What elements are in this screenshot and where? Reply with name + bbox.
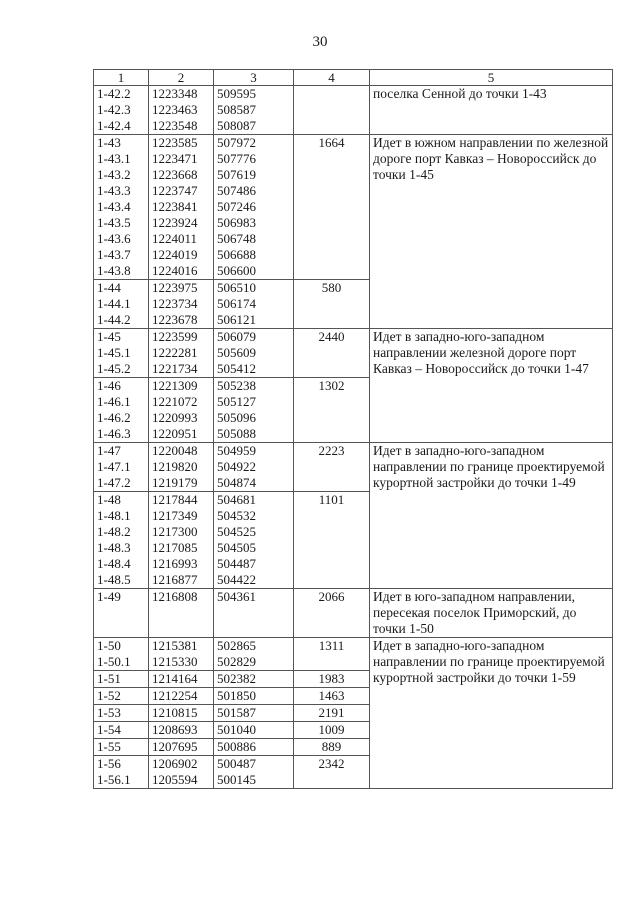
x-coordinate-cell	[149, 86, 214, 135]
x-coordinate-cell-value: 1216808	[152, 589, 198, 604]
y-coordinate-cell	[214, 443, 294, 492]
length-cell	[294, 589, 370, 638]
length-cell-value: 1664	[318, 135, 345, 150]
length-cell-value: 1311	[318, 638, 345, 653]
x-coordinate-cell-value: 1219820	[152, 459, 198, 474]
table-row	[94, 443, 613, 492]
point-id-cell-value: 1-43.2	[97, 167, 131, 182]
x-coordinate-cell-value: 1222281	[152, 345, 198, 360]
length-cell	[294, 280, 370, 329]
y-coordinate-cell	[214, 280, 294, 329]
y-coordinate-cell-value: 504532	[217, 508, 256, 523]
point-id-cell-value: 1-46.2	[97, 410, 131, 425]
y-coordinate-cell-value: 508587	[217, 102, 256, 117]
x-coordinate-cell-value: 1220048	[152, 443, 198, 458]
point-id-cell	[94, 638, 149, 671]
point-id-cell-value: 1-50	[97, 638, 121, 653]
point-id-cell	[94, 705, 149, 722]
y-coordinate-cell-value: 502865	[217, 638, 256, 653]
y-coordinate-cell-value: 504505	[217, 540, 256, 555]
point-id-cell	[94, 492, 149, 589]
y-coordinate-cell	[214, 688, 294, 705]
y-coordinate-cell-value: 506510	[217, 280, 256, 295]
y-coordinate-cell-value: 507972	[217, 135, 256, 150]
y-coordinate-cell-value: 500145	[217, 772, 256, 787]
point-id-cell-value: 1-48.4	[97, 556, 131, 571]
point-id-cell-value: 1-42.2	[97, 86, 131, 101]
x-coordinate-cell-value: 1215381	[152, 638, 198, 653]
x-coordinate-cell-value: 1217844	[152, 492, 198, 507]
y-coordinate-cell-value: 506688	[217, 247, 256, 262]
y-coordinate-cell	[214, 671, 294, 688]
point-id-cell-value: 1-47	[97, 443, 121, 458]
description-cell: Идет в западно-юго-западном направлении по границе проектируемой курортной застройки до точки 1-59	[370, 638, 613, 789]
length-cell	[294, 705, 370, 722]
y-coordinate-cell-value: 506600	[217, 263, 256, 278]
point-id-cell	[94, 688, 149, 705]
point-id-cell-value: 1-47.2	[97, 475, 131, 490]
point-id-cell-value: 1-48.3	[97, 540, 131, 555]
x-coordinate-cell-value: 1207695	[152, 739, 198, 754]
point-id-cell-value: 1-42.3	[97, 102, 131, 117]
x-coordinate-cell	[149, 329, 214, 378]
x-coordinate-cell	[149, 756, 214, 789]
point-id-cell-value: 1-43.3	[97, 183, 131, 198]
x-coordinate-cell-value: 1220993	[152, 410, 198, 425]
page-number: 30	[312, 34, 328, 50]
length-cell-value: 2191	[318, 705, 345, 720]
length-cell	[294, 378, 370, 443]
point-id-cell-value: 1-43.7	[97, 247, 131, 262]
y-coordinate-cell	[214, 86, 294, 135]
length-cell	[294, 756, 370, 789]
point-id-cell-value: 1-48.5	[97, 572, 131, 587]
length-cell-value: 1983	[318, 671, 345, 686]
y-coordinate-cell-value: 506748	[217, 231, 256, 246]
x-coordinate-cell-value: 1215330	[152, 654, 198, 669]
point-id-cell	[94, 589, 149, 638]
point-id-cell-value: 1-43.1	[97, 151, 131, 166]
point-id-cell-value: 1-46.1	[97, 394, 131, 409]
x-coordinate-cell	[149, 280, 214, 329]
length-cell	[294, 638, 370, 671]
x-coordinate-cell	[149, 589, 214, 638]
x-coordinate-cell	[149, 443, 214, 492]
y-coordinate-cell-value: 504487	[217, 556, 256, 571]
x-coordinate-cell-value: 1223585	[152, 135, 198, 150]
column-header: 1	[94, 70, 149, 86]
x-coordinate-cell-value: 1205594	[152, 772, 198, 787]
y-coordinate-cell	[214, 329, 294, 378]
point-id-cell-value: 1-45.2	[97, 361, 131, 376]
point-id-cell-value: 1-54	[97, 722, 121, 737]
point-id-cell	[94, 756, 149, 789]
x-coordinate-cell-value: 1223548	[152, 118, 198, 133]
x-coordinate-cell-value: 1219179	[152, 475, 198, 490]
y-coordinate-cell-value: 504525	[217, 524, 256, 539]
table-row	[94, 589, 613, 638]
length-cell-value: 2066	[318, 589, 345, 604]
point-id-cell-value: 1-48.1	[97, 508, 131, 523]
x-coordinate-cell	[149, 688, 214, 705]
x-coordinate-cell-value: 1223924	[152, 215, 198, 230]
y-coordinate-cell-value: 504361	[217, 589, 256, 604]
length-cell-value: 2223	[318, 443, 345, 458]
y-coordinate-cell-value: 507776	[217, 151, 256, 166]
point-id-cell-value: 1-50.1	[97, 654, 131, 669]
point-id-cell-value: 1-43.4	[97, 199, 131, 214]
length-cell-value: 2342	[318, 756, 345, 771]
point-id-cell-value: 1-55	[97, 739, 121, 754]
point-id-cell-value: 1-48.2	[97, 524, 131, 539]
description-cell: Идет в западно-юго-западном направлении по границе проектируемой курортной застройки до точки 1-49	[370, 443, 613, 589]
point-id-cell-value: 1-48	[97, 492, 121, 507]
y-coordinate-cell-value: 507486	[217, 183, 256, 198]
x-coordinate-cell	[149, 722, 214, 739]
y-coordinate-cell-value: 500487	[217, 756, 256, 771]
y-coordinate-cell-value: 505412	[217, 361, 256, 376]
y-coordinate-cell-value: 505096	[217, 410, 256, 425]
x-coordinate-cell-value: 1217300	[152, 524, 198, 539]
y-coordinate-cell-value: 507246	[217, 199, 256, 214]
x-coordinate-cell	[149, 378, 214, 443]
length-cell	[294, 688, 370, 705]
x-coordinate-cell	[149, 135, 214, 280]
point-id-cell-value: 1-56	[97, 756, 121, 771]
x-coordinate-cell	[149, 671, 214, 688]
point-id-cell	[94, 280, 149, 329]
description-cell: Идет в западно-юго-западном направлении железной дороге порт Кавказ – Новороссийск до точки 1-47	[370, 329, 613, 443]
y-coordinate-cell	[214, 135, 294, 280]
point-id-cell-value: 1-43	[97, 135, 121, 150]
x-coordinate-cell-value: 1223471	[152, 151, 198, 166]
y-coordinate-cell-value: 504874	[217, 475, 256, 490]
point-id-cell-value: 1-51	[97, 671, 121, 686]
x-coordinate-cell	[149, 739, 214, 756]
y-coordinate-cell-value: 501040	[217, 722, 256, 737]
x-coordinate-cell-value: 1224016	[152, 263, 198, 278]
description-cell: Идет в юго-западном направлении, пересекая поселок Приморский, до точки 1-50	[370, 589, 613, 638]
length-cell-value: 1101	[318, 492, 345, 507]
x-coordinate-cell-value: 1223841	[152, 199, 198, 214]
y-coordinate-cell-value: 509595	[217, 86, 256, 101]
y-coordinate-cell-value: 506983	[217, 215, 256, 230]
y-coordinate-cell-value: 501850	[217, 688, 256, 703]
point-id-cell	[94, 722, 149, 739]
coordinates-table	[93, 69, 613, 789]
point-id-cell-value: 1-46	[97, 378, 121, 393]
y-coordinate-cell-value: 505088	[217, 426, 256, 441]
table-row	[94, 86, 613, 135]
column-header: 5	[370, 70, 613, 86]
y-coordinate-cell	[214, 589, 294, 638]
x-coordinate-cell-value: 1221309	[152, 378, 198, 393]
y-coordinate-cell-value: 506121	[217, 312, 256, 327]
y-coordinate-cell-value: 502382	[217, 671, 256, 686]
point-id-cell-value: 1-45	[97, 329, 121, 344]
y-coordinate-cell-value: 505238	[217, 378, 256, 393]
point-id-cell-value: 1-49	[97, 589, 121, 604]
y-coordinate-cell	[214, 378, 294, 443]
point-id-cell-value: 1-43.6	[97, 231, 131, 246]
point-id-cell-value: 1-43.5	[97, 215, 131, 230]
description-cell: Идет в южном направлении по железной дороге порт Кавказ – Новороссийск до точки 1-45	[370, 135, 613, 329]
x-coordinate-cell-value: 1223463	[152, 102, 198, 117]
length-cell	[294, 671, 370, 688]
column-header: 4	[294, 70, 370, 86]
y-coordinate-cell-value: 508087	[217, 118, 256, 133]
length-cell	[294, 492, 370, 589]
point-id-cell-value: 1-46.3	[97, 426, 131, 441]
y-coordinate-cell-value: 506079	[217, 329, 256, 344]
length-cell	[294, 86, 370, 135]
point-id-cell	[94, 378, 149, 443]
point-id-cell	[94, 443, 149, 492]
x-coordinate-cell-value: 1223599	[152, 329, 198, 344]
length-cell-value: 889	[321, 739, 342, 754]
length-cell	[294, 722, 370, 739]
length-cell-value: 1302	[318, 378, 345, 393]
length-cell	[294, 135, 370, 280]
x-coordinate-cell-value: 1212254	[152, 688, 198, 703]
length-cell	[294, 739, 370, 756]
point-id-cell-value: 1-53	[97, 705, 121, 720]
point-id-cell-value: 1-47.1	[97, 459, 131, 474]
length-cell-value: 1009	[318, 722, 345, 737]
length-cell-value: 1463	[318, 688, 345, 703]
y-coordinate-cell	[214, 705, 294, 722]
y-coordinate-cell	[214, 756, 294, 789]
y-coordinate-cell-value: 501587	[217, 705, 256, 720]
point-id-cell-value: 1-56.1	[97, 772, 131, 787]
column-header: 2	[149, 70, 214, 86]
y-coordinate-cell-value: 507619	[217, 167, 256, 182]
table-header-row	[94, 70, 613, 86]
y-coordinate-cell	[214, 739, 294, 756]
x-coordinate-cell-value: 1223734	[152, 296, 198, 311]
x-coordinate-cell-value: 1216877	[152, 572, 198, 587]
y-coordinate-cell-value: 500886	[217, 739, 256, 754]
y-coordinate-cell-value: 504959	[217, 443, 256, 458]
y-coordinate-cell	[214, 638, 294, 671]
x-coordinate-cell	[149, 705, 214, 722]
x-coordinate-cell	[149, 638, 214, 671]
point-id-cell	[94, 739, 149, 756]
x-coordinate-cell-value: 1217349	[152, 508, 198, 523]
point-id-cell	[94, 671, 149, 688]
y-coordinate-cell-value: 502829	[217, 654, 256, 669]
x-coordinate-cell-value: 1206902	[152, 756, 198, 771]
y-coordinate-cell-value: 506174	[217, 296, 256, 311]
x-coordinate-cell-value: 1223975	[152, 280, 198, 295]
point-id-cell	[94, 329, 149, 378]
point-id-cell	[94, 86, 149, 135]
x-coordinate-cell-value: 1216993	[152, 556, 198, 571]
x-coordinate-cell-value: 1221072	[152, 394, 198, 409]
point-id-cell-value: 1-44	[97, 280, 121, 295]
y-coordinate-cell-value: 504422	[217, 572, 256, 587]
point-id-cell-value: 1-44.1	[97, 296, 131, 311]
x-coordinate-cell-value: 1220951	[152, 426, 198, 441]
table-row	[94, 135, 613, 280]
y-coordinate-cell	[214, 722, 294, 739]
x-coordinate-cell-value: 1224011	[152, 231, 198, 246]
x-coordinate-cell-value: 1214164	[152, 671, 198, 686]
length-cell	[294, 443, 370, 492]
y-coordinate-cell-value: 505609	[217, 345, 256, 360]
x-coordinate-cell-value: 1210815	[152, 705, 198, 720]
x-coordinate-cell-value: 1223678	[152, 312, 198, 327]
table-row	[94, 329, 613, 378]
point-id-cell-value: 1-45.1	[97, 345, 131, 360]
point-id-cell-value: 1-44.2	[97, 312, 131, 327]
x-coordinate-cell-value: 1223668	[152, 167, 198, 182]
x-coordinate-cell-value: 1208693	[152, 722, 198, 737]
length-cell-value: 2440	[318, 329, 345, 344]
x-coordinate-cell-value: 1223747	[152, 183, 198, 198]
x-coordinate-cell	[149, 492, 214, 589]
y-coordinate-cell-value: 505127	[217, 394, 256, 409]
x-coordinate-cell-value: 1224019	[152, 247, 198, 262]
length-cell-value: 580	[321, 280, 342, 295]
point-id-cell-value: 1-52	[97, 688, 121, 703]
y-coordinate-cell-value: 504922	[217, 459, 256, 474]
table-row	[94, 638, 613, 671]
y-coordinate-cell	[214, 492, 294, 589]
x-coordinate-cell-value: 1223348	[152, 86, 198, 101]
point-id-cell-value: 1-42.4	[97, 118, 131, 133]
y-coordinate-cell-value: 504681	[217, 492, 256, 507]
x-coordinate-cell-value: 1221734	[152, 361, 198, 376]
x-coordinate-cell-value: 1217085	[152, 540, 198, 555]
length-cell	[294, 329, 370, 378]
description-cell: поселка Сенной до точки 1-43	[370, 86, 613, 135]
point-id-cell	[94, 135, 149, 280]
point-id-cell-value: 1-43.8	[97, 263, 131, 278]
column-header: 3	[214, 70, 294, 86]
